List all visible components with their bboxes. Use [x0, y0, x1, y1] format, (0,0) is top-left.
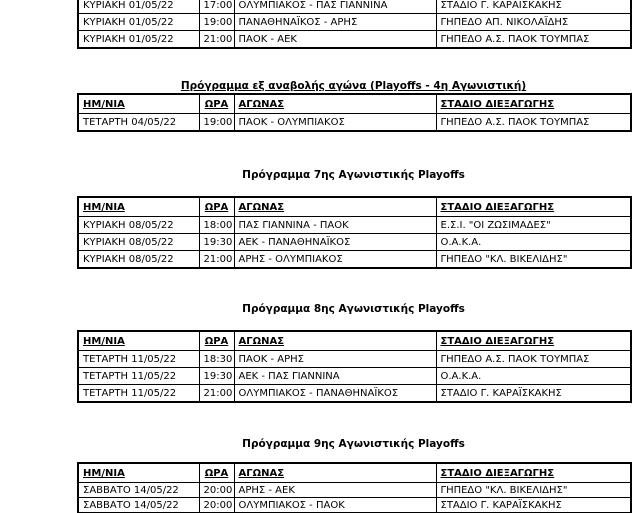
- column-header-match: ΑΓΩΝΑΣ: [234, 463, 436, 483]
- table-row: [78, 351, 631, 368]
- cell-date: ΤΕΤΑΡΤΗ 11/05/22: [78, 351, 199, 368]
- cell-match: ΠΑΝΑΘΗΝΑΪΚΟΣ - ΑΡΗΣ: [234, 14, 436, 31]
- column-header-date: ΗΜ/ΝΙΑ: [78, 463, 199, 483]
- column-header-date: ΗΜ/ΝΙΑ: [78, 94, 199, 114]
- table-row: [78, 0, 631, 14]
- schedule-table-top-partial: [77, 0, 632, 49]
- column-header-match: ΑΓΩΝΑΣ: [234, 94, 436, 114]
- cell-time: 21:00: [199, 385, 234, 403]
- column-header-date: ΗΜ/ΝΙΑ: [78, 331, 199, 351]
- cell-date: ΚΥΡΙΑΚΗ 08/05/22: [78, 217, 199, 234]
- table-header-row: [78, 94, 631, 114]
- column-header-venue: ΣΤΑΔΙΟ ΔΙΕΞΑΓΩΓΗΣ: [436, 331, 631, 351]
- cell-venue: ΓΗΠΕΔΟ ΑΠ. ΝΙΚΟΛΑΪΔΗΣ: [436, 14, 631, 31]
- table-row: [78, 483, 631, 498]
- cell-venue: Ε.Σ.Ι. "ΟΙ ΖΩΣΙΜΑΔΕΣ": [436, 217, 631, 234]
- table-row: [78, 14, 631, 31]
- cell-date: ΤΕΤΑΡΤΗ 11/05/22: [78, 385, 199, 403]
- schedule-table-matchday8: [77, 330, 632, 403]
- cell-time: 21:00: [199, 251, 234, 269]
- column-header-venue: ΣΤΑΔΙΟ ΔΙΕΞΑΓΩΓΗΣ: [436, 94, 631, 114]
- cell-match: ΟΛΥΜΠΙΑΚΟΣ - ΠΑΝΑΘΗΝΑΪΚΟΣ: [234, 385, 436, 403]
- cell-venue: ΓΗΠΕΔΟ Α.Σ. ΠΑΟΚ ΤΟΥΜΠΑΣ: [436, 114, 631, 132]
- column-header-venue: ΣΤΑΔΙΟ ΔΙΕΞΑΓΩΓΗΣ: [436, 463, 631, 483]
- cell-date: ΚΥΡΙΑΚΗ 08/05/22: [78, 234, 199, 251]
- cell-match: ΟΛΥΜΠΙΑΚΟΣ - ΠΑΣ ΓΙΑΝΝΙΝΑ: [234, 0, 436, 14]
- schedule-table-matchday7: [77, 196, 632, 269]
- cell-time: 19:00: [199, 114, 234, 132]
- column-header-time: ΩΡΑ: [199, 463, 234, 483]
- column-header-venue: ΣΤΑΔΙΟ ΔΙΕΞΑΓΩΓΗΣ: [436, 197, 631, 217]
- cell-match: ΠΑΟΚ - ΟΛΥΜΠΙΑΚΟΣ: [234, 114, 436, 132]
- cell-time: 18:30: [199, 351, 234, 368]
- cell-date: ΣΑΒΒΑΤΟ 14/05/22: [78, 483, 199, 498]
- column-header-match: ΑΓΩΝΑΣ: [234, 331, 436, 351]
- cell-venue: ΓΗΠΕΔΟ "ΚΛ. ΒΙΚΕΛΙΔΗΣ": [436, 251, 631, 269]
- table-row: [78, 368, 631, 385]
- cell-date: ΤΕΤΑΡΤΗ 04/05/22: [78, 114, 199, 132]
- cell-venue: ΓΗΠΕΔΟ "ΚΛ. ΒΙΚΕΛΙΔΗΣ": [436, 483, 631, 498]
- cell-date: ΚΥΡΙΑΚΗ 08/05/22: [78, 251, 199, 269]
- column-header-match: ΑΓΩΝΑΣ: [234, 197, 436, 217]
- column-header-time: ΩΡΑ: [199, 94, 234, 114]
- cell-venue: Ο.Α.Κ.Α.: [436, 368, 631, 385]
- cell-venue: ΣΤΑΔΙΟ Γ. ΚΑΡΑΪΣΚΑΚΗΣ: [436, 498, 631, 513]
- cell-time: 17:00: [199, 0, 234, 14]
- column-header-time: ΩΡΑ: [199, 331, 234, 351]
- cell-date: ΚΥΡΙΑΚΗ 01/05/22: [78, 14, 199, 31]
- cell-match: ΑΡΗΣ - ΟΛΥΜΠΙΑΚΟΣ: [234, 251, 436, 269]
- cell-match: ΠΑΣ ΓΙΑΝΝΙΝΑ - ΠΑΟΚ: [234, 217, 436, 234]
- cell-match: ΑΡΗΣ - ΑΕΚ: [234, 483, 436, 498]
- cell-time: 18:00: [199, 217, 234, 234]
- cell-date: ΚΥΡΙΑΚΗ 01/05/22: [78, 0, 199, 14]
- table-row: [78, 31, 631, 49]
- cell-date: ΣΑΒΒΑΤΟ 14/05/22: [78, 498, 199, 513]
- cell-date: ΤΕΤΑΡΤΗ 11/05/22: [78, 368, 199, 385]
- cell-venue: ΣΤΑΔΙΟ Γ. ΚΑΡΑΪΣΚΑΚΗΣ: [436, 0, 631, 14]
- table-row: [78, 234, 631, 251]
- section-title: Πρόγραμμα 8ης Αγωνιστικής Playoffs: [242, 303, 465, 315]
- cell-venue: Ο.Α.Κ.Α.: [436, 234, 631, 251]
- cell-venue: ΓΗΠΕΔΟ Α.Σ. ΠΑΟΚ ΤΟΥΜΠΑΣ: [436, 351, 631, 368]
- cell-match: ΑΕΚ - ΠΑΣ ΓΙΑΝΝΙΝΑ: [234, 368, 436, 385]
- table-row: [78, 498, 631, 513]
- cell-venue: ΓΗΠΕΔΟ Α.Σ. ΠΑΟΚ ΤΟΥΜΠΑΣ: [436, 31, 631, 49]
- cell-time: 20:00: [199, 483, 234, 498]
- table-header-row: [78, 463, 631, 483]
- cell-time: 19:30: [199, 368, 234, 385]
- cell-match: ΠΑΟΚ - ΑΕΚ: [234, 31, 436, 49]
- table-row: [78, 385, 631, 403]
- section-title: Πρόγραμμα 7ης Αγωνιστικής Playoffs: [242, 169, 465, 181]
- cell-match: ΑΕΚ - ΠΑΝΑΘΗΝΑΪΚΟΣ: [234, 234, 436, 251]
- schedule-table-postponed-matchday4: [77, 93, 632, 132]
- cell-match: ΠΑΟΚ - ΑΡΗΣ: [234, 351, 436, 368]
- table-row: [78, 251, 631, 269]
- cell-time: 19:00: [199, 14, 234, 31]
- section-title: Πρόγραμμα εξ αναβολής αγώνα (Playoffs - 4η Αγωνιστική): [180, 80, 527, 92]
- cell-venue: ΣΤΑΔΙΟ Γ. ΚΑΡΑΪΣΚΑΚΗΣ: [436, 385, 631, 403]
- cell-match: ΟΛΥΜΠΙΑΚΟΣ - ΠΑΟΚ: [234, 498, 436, 513]
- table-header-row: [78, 197, 631, 217]
- cell-time: 20:00: [199, 498, 234, 513]
- column-header-time: ΩΡΑ: [199, 197, 234, 217]
- column-header-date: ΗΜ/ΝΙΑ: [78, 197, 199, 217]
- cell-time: 19:30: [199, 234, 234, 251]
- section-title: Πρόγραμμα 9ης Αγωνιστικής Playoffs: [242, 438, 465, 450]
- table-row: [78, 217, 631, 234]
- cell-time: 21:00: [199, 31, 234, 49]
- cell-date: ΚΥΡΙΑΚΗ 01/05/22: [78, 31, 199, 49]
- schedule-table-matchday9: [77, 462, 632, 513]
- table-row: [78, 114, 631, 132]
- table-header-row: [78, 331, 631, 351]
